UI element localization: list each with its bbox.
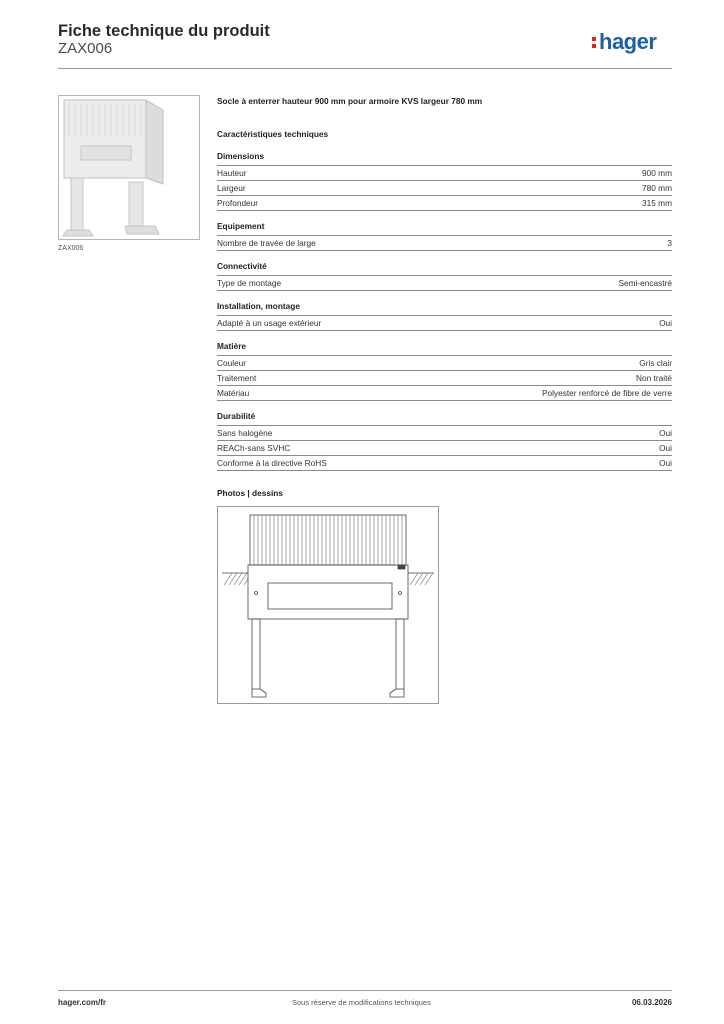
spec-label: Profondeur — [217, 198, 259, 208]
spec-label: Type de montage — [217, 278, 282, 288]
spec-row — [217, 441, 672, 456]
spec-label: Matériau — [217, 388, 250, 398]
spec-value: Polyester renforcé de fibre de verre — [541, 388, 672, 398]
spec-label: Traitement — [217, 373, 257, 383]
logo-text: hager — [599, 29, 657, 54]
spec-row — [217, 356, 672, 371]
product-description: Socle à enterrer hauteur 900 mm pour armoire KVS largeur 780 mm — [217, 96, 483, 106]
spec-group-equipement — [217, 221, 672, 251]
page-title: Fiche technique du produit — [58, 22, 270, 40]
spec-group-connectivite — [217, 261, 672, 291]
spec-group-dimensions — [217, 151, 672, 211]
spec-label: Nombre de travée de large — [217, 238, 316, 248]
spec-group-matiere — [217, 341, 672, 401]
thumbnail-caption: ZAX006 — [58, 245, 84, 252]
spec-value: Oui — [659, 458, 672, 468]
group-title: Dimensions — [217, 151, 672, 166]
spec-label: Couleur — [217, 358, 247, 368]
spec-row — [217, 371, 672, 386]
spec-value: 900 mm — [642, 168, 672, 178]
spec-label: Conforme à la directive RoHS — [217, 458, 327, 468]
spec-value: Non traité — [636, 373, 672, 383]
spec-row — [217, 276, 672, 291]
spec-label: Hauteur — [217, 168, 247, 178]
spec-group-installation — [217, 301, 672, 331]
product-specs — [217, 96, 672, 481]
group-title: Equipement — [217, 221, 672, 236]
spec-row — [217, 196, 672, 211]
spec-label: Largeur — [217, 183, 246, 193]
photos-title: Photos | dessins — [217, 488, 283, 498]
group-title: Installation, montage — [217, 301, 672, 316]
technical-drawing[interactable] — [217, 506, 439, 704]
spec-row — [217, 456, 672, 471]
spec-row — [217, 386, 672, 401]
technical-drawing-icon — [218, 507, 438, 703]
footer-divider — [58, 990, 672, 991]
spec-row — [217, 316, 672, 331]
product-photo-icon — [59, 96, 199, 239]
footer-notice: Sous réserve de modifications techniques — [292, 998, 431, 1007]
spec-row — [217, 181, 672, 196]
spec-value: Gris clair — [639, 358, 672, 368]
spec-label: REACh-sans SVHC — [217, 443, 291, 453]
spec-row — [217, 166, 672, 181]
spec-value: Oui — [659, 443, 672, 453]
spec-value: Oui — [659, 318, 672, 328]
spec-group-durabilite — [217, 411, 672, 471]
logo-dots-icon — [592, 34, 597, 51]
product-thumbnail[interactable] — [58, 95, 200, 240]
spec-row — [217, 426, 672, 441]
footer-website-link[interactable]: hager.com/fr — [58, 998, 107, 1007]
spec-label: Adapté à un usage extérieur — [217, 318, 322, 328]
spec-row — [217, 236, 672, 251]
spec-value: 315 mm — [642, 198, 672, 208]
group-title: Connectivité — [217, 261, 672, 276]
header-divider — [58, 68, 672, 69]
spec-value: 3 — [667, 238, 672, 248]
product-code: ZAX006 — [58, 40, 113, 57]
spec-value: 780 mm — [642, 183, 672, 193]
tech-characteristics-title: Caractéristiques techniques — [217, 129, 329, 139]
group-title: Matière — [217, 341, 672, 356]
spec-label: Sans halogène — [217, 428, 273, 438]
spec-value: Oui — [659, 428, 672, 438]
footer-date: 06.03.2026 — [631, 998, 672, 1007]
group-title: Durabilité — [217, 411, 672, 426]
hager-logo[interactable] — [592, 28, 656, 56]
spec-value: Semi-encastré — [618, 278, 672, 288]
